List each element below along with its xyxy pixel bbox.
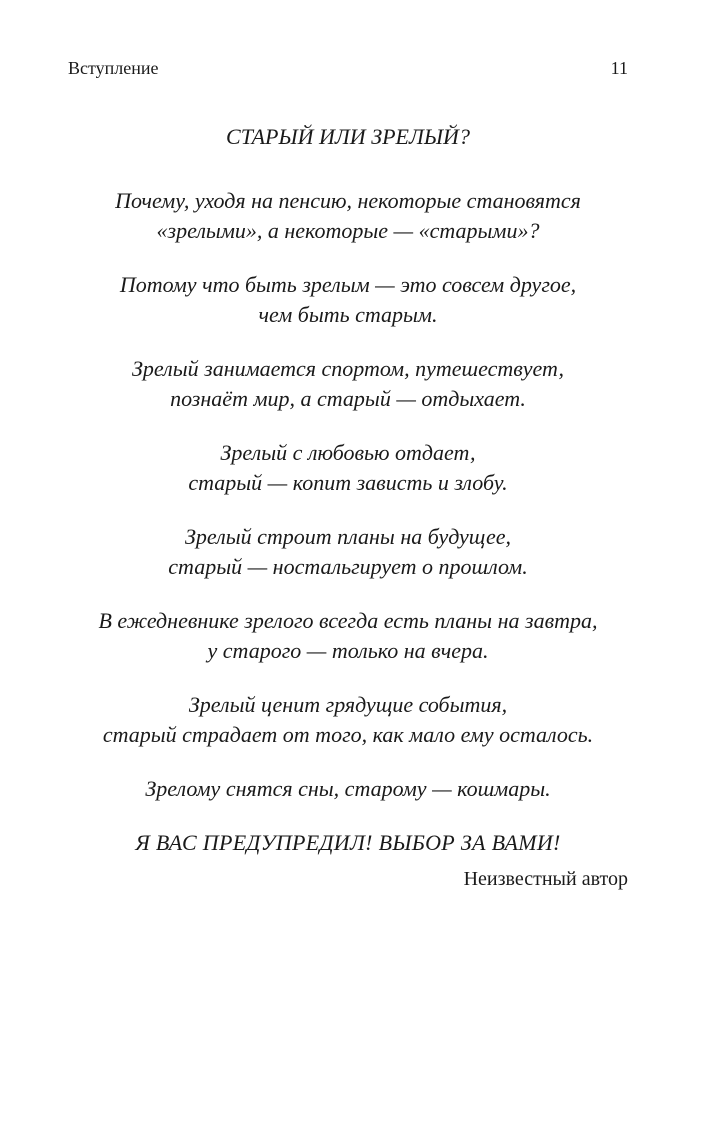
stanza-7: [68, 690, 628, 750]
stanza-line: Зрелый строит планы на будущее,: [185, 524, 511, 549]
running-head: [68, 58, 628, 82]
stanza-line: Почему, уходя на пенсию, некоторые становятся: [115, 188, 581, 213]
author-attribution: Неизвестный автор: [463, 868, 628, 890]
stanza-line: чем быть старым.: [258, 302, 438, 327]
stanza-line: у старого — только на вчера.: [207, 638, 489, 663]
stanza-5: [68, 522, 628, 582]
stanza-line: Потому что быть зрелым — это совсем другое,: [119, 272, 577, 297]
stanza-line: Зрелый занимается спортом, путешествует,: [132, 356, 564, 381]
running-head-title: Вступление: [68, 58, 159, 78]
stanza-4: [68, 438, 628, 498]
stanza-line: «зрелыми», а некоторые — «старыми»?: [156, 218, 540, 243]
stanza-8: [68, 774, 628, 804]
stanza-6: [68, 606, 628, 666]
poem: [68, 122, 628, 894]
stanza-1: [68, 186, 628, 246]
stanza-line: Зрелый с любовью отдает,: [220, 440, 476, 465]
stanza-line: старый страдает от того, как мало ему осталось.: [102, 722, 594, 747]
stanza-line: познаёт мир, а старый — отдыхает.: [170, 386, 526, 411]
page-number: 11: [610, 58, 628, 78]
stanza-2: [68, 270, 628, 330]
stanza-3: [68, 354, 628, 414]
stanza-line: старый — ностальгирует о прошлом.: [168, 554, 528, 579]
stanza-line: В ежедневнике зрелого всегда есть планы на завтра,: [98, 608, 598, 633]
poem-heading: СТАРЫЙ ИЛИ ЗРЕЛЫЙ?: [226, 124, 470, 149]
closing-line: Я ВАС ПРЕДУПРЕДИЛ! ВЫБОР ЗА ВАМИ!: [135, 830, 561, 855]
stanza-line: старый — копит зависть и злобу.: [188, 470, 508, 495]
stanza-line: Зрелый ценит грядущие события,: [188, 692, 508, 717]
stanza-line: Зрелому снятся сны, старому — кошмары.: [145, 776, 551, 801]
